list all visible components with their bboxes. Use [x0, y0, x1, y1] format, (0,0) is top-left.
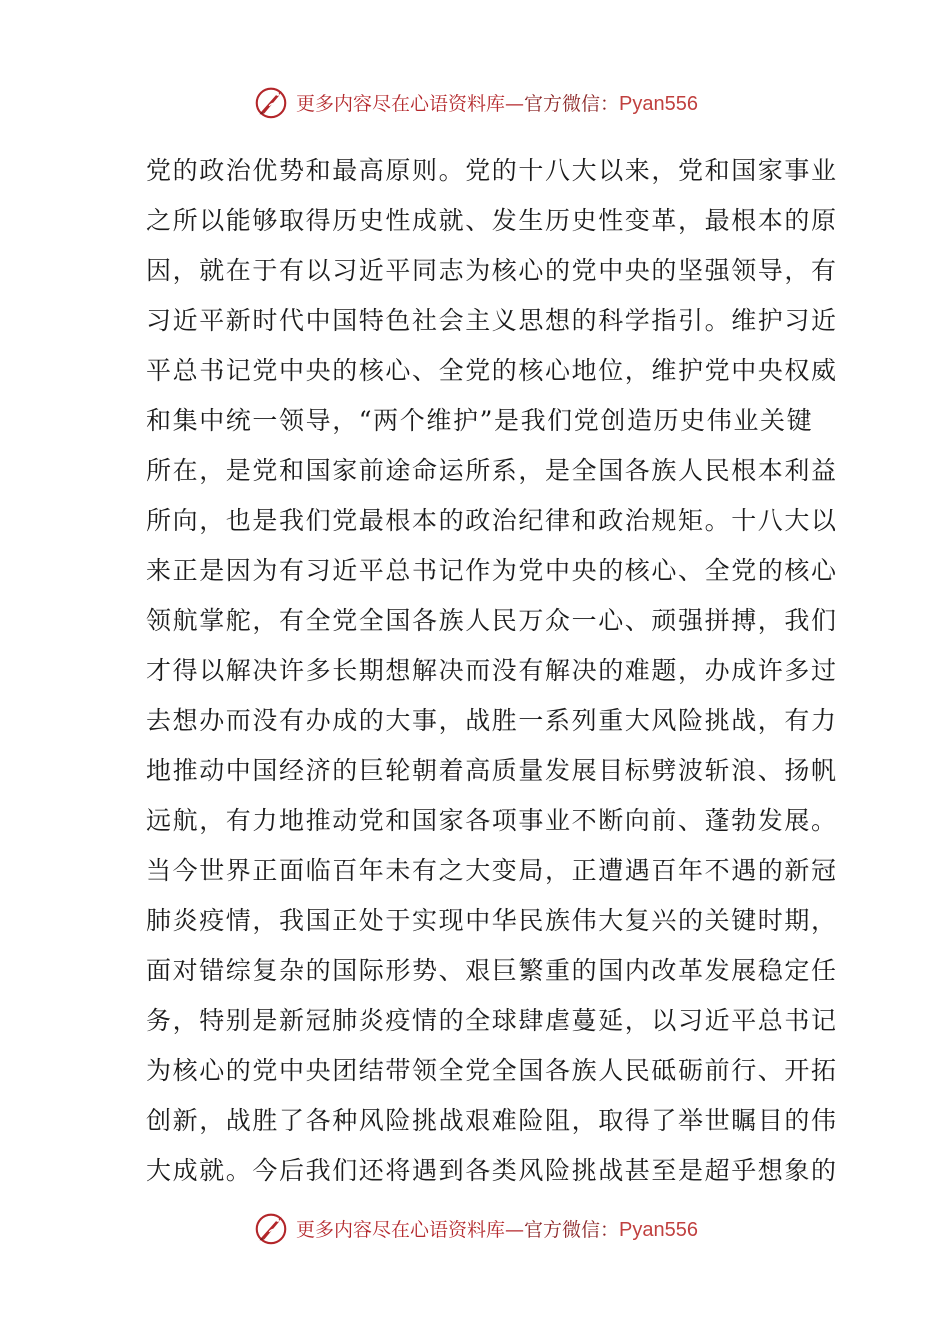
- body-line: 大成就。今后我们还将遇到各类风险挑战甚至是超乎想象的: [146, 1156, 838, 1185]
- footer-site-text: 更多内容尽在心语资料库: [296, 1218, 506, 1241]
- footer-separator: —: [505, 1218, 525, 1241]
- header-site-text: 更多内容尽在心语资料库: [296, 92, 506, 115]
- body-line: 去想办而没有办成的大事，战胜一系列重大风险挑战，有力: [146, 706, 838, 735]
- body-line: 才得以解决许多长期想解决而没有解决的难题，办成许多过: [146, 656, 838, 685]
- body-line: 来正是因为有习近平总书记作为党中央的核心、全党的核心: [146, 556, 838, 585]
- body-line: 和集中统一领导，“两个维护”是我们党创造历史伟业关键: [146, 406, 814, 435]
- body-line: 肺炎疫情，我国正处于实现中华民族伟大复兴的关键时期，: [146, 906, 838, 935]
- body-line: 平总书记党中央的核心、全党的核心地位，维护党中央权威: [146, 356, 838, 385]
- document-body: [146, 146, 838, 1196]
- header-separator: —: [505, 92, 525, 115]
- body-line: 务，特别是新冠肺炎疫情的全球肆虐蔓延，以习近平总书记: [146, 1006, 838, 1035]
- body-line: 党的政治优势和最高原则。党的十八大以来，党和国家事业: [146, 156, 838, 185]
- body-line: 之所以能够取得历史性成就、发生历史性变革，最根本的原: [146, 206, 838, 235]
- footer-wechat-id: Pyan556: [619, 1218, 698, 1241]
- header-text: [296, 89, 698, 116]
- header-wechat-label: 官方微信：: [524, 92, 620, 115]
- body-line: 远航，有力地推动党和国家各项事业不断向前、蓬勃发展。: [146, 806, 838, 835]
- header-wechat-id: Pyan556: [619, 92, 698, 115]
- pen-nib-logo-icon: [252, 1209, 290, 1247]
- footer-banner: [0, 1208, 950, 1248]
- body-line: 为核心的党中央团结带领全党全国各族人民砥砺前行、开拓: [146, 1056, 838, 1085]
- pen-nib-logo-icon: [252, 83, 290, 121]
- body-line: 因，就在于有以习近平同志为核心的党中央的坚强领导，有: [146, 256, 838, 285]
- footer-text: [296, 1215, 698, 1242]
- header-banner: [0, 82, 950, 122]
- body-line: 当今世界正面临百年未有之大变局，正遭遇百年不遇的新冠: [146, 856, 838, 885]
- body-line: 领航掌舵，有全党全国各族人民万众一心、顽强拼搏，我们: [146, 606, 838, 635]
- body-line: 创新，战胜了各种风险挑战艰难险阻，取得了举世瞩目的伟: [146, 1106, 838, 1135]
- footer-wechat-label: 官方微信：: [524, 1218, 620, 1241]
- body-line: 所在，是党和国家前途命运所系，是全国各族人民根本利益: [146, 456, 838, 485]
- body-line: 地推动中国经济的巨轮朝着高质量发展目标劈波斩浪、扬帆: [146, 756, 838, 785]
- body-line: 面对错综复杂的国际形势、艰巨繁重的国内改革发展稳定任: [146, 956, 838, 985]
- body-line: 习近平新时代中国特色社会主义思想的科学指引。维护习近: [146, 306, 838, 335]
- body-line: 所向，也是我们党最根本的政治纪律和政治规矩。十八大以: [146, 506, 838, 535]
